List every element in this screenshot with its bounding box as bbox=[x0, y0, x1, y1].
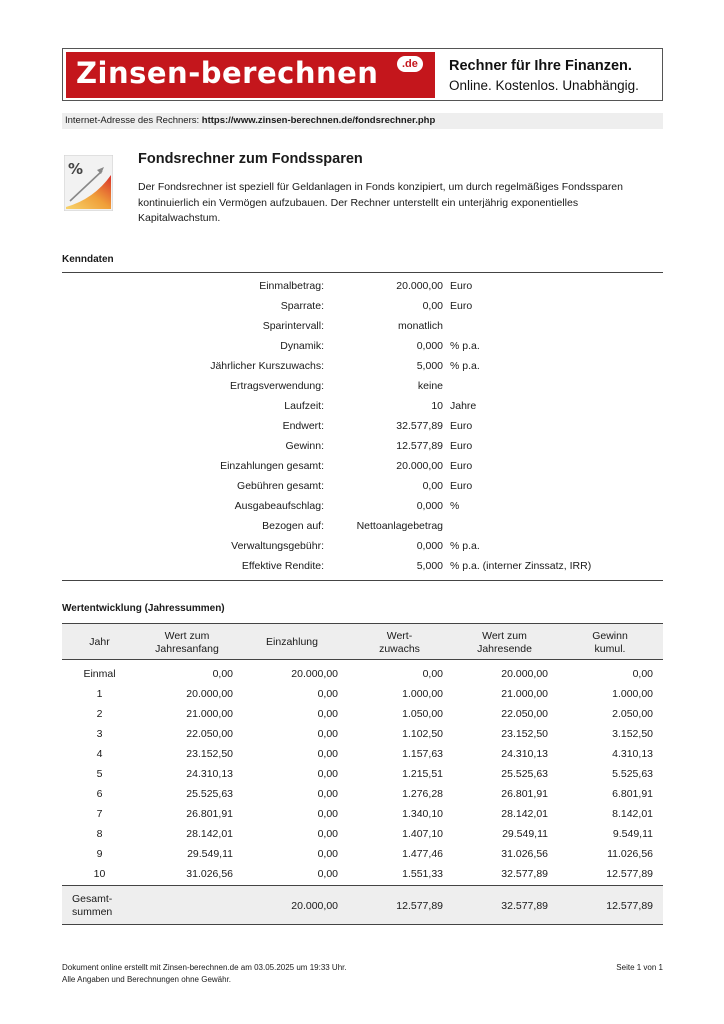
table-row bbox=[62, 744, 663, 764]
kenndaten-unit: % bbox=[450, 500, 460, 512]
column-header-line1: Einzahlung bbox=[266, 636, 318, 648]
table-cell: 20.000,00 bbox=[501, 668, 548, 680]
table-totals-row bbox=[62, 885, 663, 925]
column-header-line1: Wert zum bbox=[482, 629, 527, 642]
kenndaten-label: Sparintervall: bbox=[262, 320, 324, 332]
table-cell: 23.152,50 bbox=[501, 728, 548, 740]
table-cell: 1.050,00 bbox=[402, 708, 443, 720]
kenndaten-label: Endwert: bbox=[282, 420, 324, 432]
table-cell: 0,00 bbox=[317, 828, 338, 840]
table-cell: 24.310,13 bbox=[186, 768, 233, 780]
column-header-text bbox=[155, 630, 219, 656]
intro-description: Der Fondsrechner ist speziell für Geldanlagen in Fonds konzipiert, um durch regelmäßiges Fondssparen kontinuierlich ein Vermögen aufzubauen. Der Rechner unterstellt ein unterjährig exponentielles Kapitalwachstum. bbox=[138, 181, 623, 224]
table-cell: 0,00 bbox=[317, 768, 338, 780]
table-cell: 0,00 bbox=[317, 728, 338, 740]
table-cell: 9 bbox=[96, 848, 103, 860]
table-cell: 1.215,51 bbox=[402, 768, 443, 780]
totals-label-line1: Gesamt- bbox=[72, 893, 113, 905]
table-cell: 1.276,28 bbox=[402, 788, 443, 800]
kenndaten-value: 0,00 bbox=[422, 300, 443, 312]
kenndaten-unit: % p.a. bbox=[450, 340, 480, 352]
kenndaten-label: Sparrate: bbox=[280, 300, 324, 312]
kenndaten-list bbox=[62, 276, 663, 576]
table-cell: 2.050,00 bbox=[612, 708, 653, 720]
table-cell: 0,00 bbox=[317, 708, 338, 720]
footer-disclaimer: Alle Angaben und Berechnungen ohne Gewähr. bbox=[62, 975, 232, 984]
logo-tld-badge: .de bbox=[397, 56, 423, 72]
table-cell: 31.026,56 bbox=[501, 848, 548, 860]
kenndaten-unit: % p.a. bbox=[450, 360, 480, 372]
table-cell: 23.152,50 bbox=[186, 748, 233, 760]
page-footer bbox=[62, 962, 663, 986]
kenndaten-value: 0,00 bbox=[422, 480, 443, 492]
table-cell: 20.000,00 bbox=[186, 688, 233, 700]
kenndaten-value: 0,000 bbox=[416, 340, 443, 352]
table-cell: 25.525,63 bbox=[186, 788, 233, 800]
table-cell: 3.152,50 bbox=[612, 728, 653, 740]
table-cell: 26.801,91 bbox=[501, 788, 548, 800]
percent-growth-chart-icon bbox=[64, 155, 113, 211]
table-cell: 6 bbox=[96, 788, 103, 800]
kenndaten-label: Verwaltungsgebühr: bbox=[231, 540, 324, 552]
column-header-line2: zuwachs bbox=[379, 642, 420, 655]
table-cell: 1 bbox=[96, 688, 103, 700]
kenndaten-label: Bezogen auf: bbox=[262, 520, 324, 532]
url-label: Internet-Adresse des Rechners: bbox=[65, 115, 202, 126]
table-cell: 0,00 bbox=[422, 668, 443, 680]
tagline-primary: Rechner für Ihre Finanzen. bbox=[449, 58, 632, 74]
table-row bbox=[62, 704, 663, 724]
kenndaten-label: Einmalbetrag: bbox=[259, 280, 324, 292]
table-cell: 1.102,50 bbox=[402, 728, 443, 740]
logo-text: Zinsen-berechnen bbox=[76, 56, 379, 90]
kenndaten-label: Effektive Rendite: bbox=[241, 560, 324, 572]
table-cell: 25.525,63 bbox=[501, 768, 548, 780]
table-cell: 31.026,56 bbox=[186, 868, 233, 880]
table-row bbox=[62, 864, 663, 884]
table-row bbox=[62, 804, 663, 824]
kenndaten-value: Nettoanlagebetrag bbox=[356, 520, 443, 532]
table-cell: 32.577,89 bbox=[501, 868, 548, 880]
kenndaten-label: Gewinn: bbox=[285, 440, 324, 452]
table-cell: 4.310,13 bbox=[612, 748, 653, 760]
kenndaten-row bbox=[62, 276, 663, 296]
kenndaten-row bbox=[62, 296, 663, 316]
column-header-line2: Jahresende bbox=[477, 642, 532, 655]
kenndaten-unit: Euro bbox=[450, 460, 473, 472]
tagline-secondary: Online. Kostenlos. Unabhängig. bbox=[449, 78, 639, 93]
kenndaten-value: keine bbox=[417, 380, 443, 392]
kenndaten-value: 0,000 bbox=[416, 540, 443, 552]
kenndaten-row bbox=[62, 356, 663, 376]
table-row bbox=[62, 764, 663, 784]
kenndaten-label: Einzahlungen gesamt: bbox=[220, 460, 324, 472]
page-number: Seite 1 von 1 bbox=[616, 963, 663, 972]
column-header-text bbox=[379, 630, 420, 656]
table-cell: 0,00 bbox=[317, 868, 338, 880]
kenndaten-label: Ausgabeaufschlag: bbox=[234, 500, 324, 512]
kenndaten-row bbox=[62, 496, 663, 516]
table-row bbox=[62, 724, 663, 744]
totals-zuwachs: 12.577,89 bbox=[396, 900, 443, 912]
table-cell: 0,00 bbox=[632, 668, 653, 680]
table-cell: 22.050,00 bbox=[501, 708, 548, 720]
table-cell: 3 bbox=[96, 728, 103, 740]
table-cell: 12.577,89 bbox=[606, 868, 653, 880]
table-cell: 28.142,01 bbox=[501, 808, 548, 820]
kenndaten-row bbox=[62, 336, 663, 356]
table-cell: 1.551,33 bbox=[402, 868, 443, 880]
column-header bbox=[347, 624, 452, 661]
kenndaten-unit: Euro bbox=[450, 420, 473, 432]
table-cell: 22.050,00 bbox=[186, 728, 233, 740]
kenndaten-value: 20.000,00 bbox=[396, 460, 443, 472]
table-cell: 24.310,13 bbox=[501, 748, 548, 760]
table-cell: Einmal bbox=[83, 668, 116, 680]
table-cell: 10 bbox=[93, 868, 106, 880]
kenndaten-row bbox=[62, 476, 663, 496]
table-row bbox=[62, 824, 663, 844]
table-cell: 4 bbox=[96, 748, 103, 760]
kenndaten-unit: Euro bbox=[450, 300, 473, 312]
totals-label-line2: summen bbox=[72, 906, 113, 918]
table-cell: 1.000,00 bbox=[612, 688, 653, 700]
kenndaten-value: 5,000 bbox=[416, 560, 443, 572]
table-cell: 8.142,01 bbox=[612, 808, 653, 820]
kenndaten-unit: Euro bbox=[450, 280, 473, 292]
footer-created: Dokument online erstellt mit Zinsen-berechnen.de am 03.05.2025 um 19:33 Uhr. bbox=[62, 963, 347, 972]
section-title-wertentwicklung: Wertentwicklung (Jahressummen) bbox=[62, 603, 225, 614]
kenndaten-row bbox=[62, 556, 663, 576]
kenndaten-row bbox=[62, 536, 663, 556]
column-header bbox=[452, 624, 557, 661]
kenndaten-label: Jährlicher Kurszuwachs: bbox=[210, 360, 324, 372]
table-cell: 1.477,46 bbox=[402, 848, 443, 860]
divider bbox=[62, 580, 663, 581]
kenndaten-row bbox=[62, 516, 663, 536]
kenndaten-row bbox=[62, 436, 663, 456]
table-cell: 1.157,63 bbox=[402, 748, 443, 760]
column-header-line2: Jahresanfang bbox=[155, 642, 219, 655]
kenndaten-value: 10 bbox=[431, 400, 443, 412]
column-header-line1: Jahr bbox=[89, 636, 110, 648]
column-header bbox=[62, 624, 137, 661]
column-header bbox=[557, 624, 663, 661]
totals-endwert: 32.577,89 bbox=[501, 900, 548, 912]
table-cell: 0,00 bbox=[317, 788, 338, 800]
column-header-line2: kumul. bbox=[594, 642, 626, 655]
totals-gewinn: 12.577,89 bbox=[606, 900, 653, 912]
kenndaten-unit: % p.a. bbox=[450, 540, 480, 552]
table-body bbox=[62, 664, 663, 884]
table-cell: 1.407,10 bbox=[402, 828, 443, 840]
kenndaten-label: Ertragsverwendung: bbox=[230, 380, 324, 392]
kenndaten-value: monatlich bbox=[398, 320, 443, 332]
table-row bbox=[62, 664, 663, 684]
kenndaten-label: Laufzeit: bbox=[284, 400, 324, 412]
kenndaten-value: 5,000 bbox=[416, 360, 443, 372]
column-header bbox=[137, 624, 237, 661]
table-cell: 0,00 bbox=[317, 848, 338, 860]
kenndaten-row bbox=[62, 416, 663, 436]
table-cell: 5 bbox=[96, 768, 103, 780]
kenndaten-label: Gebühren gesamt: bbox=[237, 480, 324, 492]
kenndaten-row bbox=[62, 456, 663, 476]
table-cell: 1.000,00 bbox=[402, 688, 443, 700]
table-cell: 7 bbox=[96, 808, 103, 820]
table-row bbox=[62, 684, 663, 704]
calculator-url[interactable]: https://www.zinsen-berechnen.de/fondsrechner.php bbox=[201, 115, 436, 126]
table-cell: 8 bbox=[96, 828, 103, 840]
table-cell: 6.801,91 bbox=[612, 788, 653, 800]
kenndaten-value: 0,000 bbox=[416, 500, 443, 512]
kenndaten-value: 32.577,89 bbox=[396, 420, 443, 432]
kenndaten-unit: Euro bbox=[450, 440, 473, 452]
kenndaten-unit: Jahre bbox=[450, 400, 477, 412]
table-row bbox=[62, 844, 663, 864]
page-header bbox=[62, 48, 663, 101]
table-cell: 0,00 bbox=[212, 668, 233, 680]
table-cell: 1.340,10 bbox=[402, 808, 443, 820]
svg-text:%: % bbox=[68, 160, 84, 178]
table-cell: 0,00 bbox=[317, 688, 338, 700]
table-cell: 0,00 bbox=[317, 748, 338, 760]
kenndaten-row bbox=[62, 316, 663, 336]
table-cell: 29.549,11 bbox=[502, 828, 548, 840]
kenndaten-unit: Euro bbox=[450, 480, 473, 492]
kenndaten-label: Dynamik: bbox=[280, 340, 324, 352]
section-title-kenndaten: Kenndaten bbox=[62, 254, 114, 265]
table-cell: 0,00 bbox=[317, 808, 338, 820]
table-cell: 11.026,56 bbox=[607, 848, 653, 860]
column-header-text bbox=[89, 636, 109, 649]
table-cell: 5.525,63 bbox=[612, 768, 653, 780]
table-cell: 21.000,00 bbox=[501, 688, 548, 700]
table-cell: 29.549,11 bbox=[187, 848, 233, 860]
totals-einzahlung: 20.000,00 bbox=[291, 900, 338, 912]
table-cell: 28.142,01 bbox=[186, 828, 233, 840]
calculator-url-bar bbox=[62, 113, 663, 129]
site-logo bbox=[66, 52, 435, 98]
table-cell: 21.000,00 bbox=[186, 708, 233, 720]
column-header bbox=[237, 624, 347, 661]
column-header-line1: Wert- bbox=[386, 629, 413, 642]
totals-label bbox=[72, 893, 112, 919]
table-cell: 20.000,00 bbox=[291, 668, 338, 680]
table-cell: 9.549,11 bbox=[612, 828, 653, 840]
kenndaten-row bbox=[62, 396, 663, 416]
kenndaten-row bbox=[62, 376, 663, 396]
divider bbox=[62, 272, 663, 273]
column-header-text bbox=[266, 636, 318, 649]
column-header-text bbox=[592, 630, 628, 656]
page-title: Fondsrechner zum Fondssparen bbox=[138, 151, 363, 167]
table-cell: 2 bbox=[96, 708, 103, 720]
kenndaten-value: 20.000,00 bbox=[396, 280, 443, 292]
table-cell: 26.801,91 bbox=[186, 808, 233, 820]
kenndaten-value: 12.577,89 bbox=[396, 440, 443, 452]
table-header bbox=[62, 623, 663, 660]
column-header-text bbox=[477, 630, 532, 656]
column-header-line1: Wert zum bbox=[164, 629, 210, 642]
table-row bbox=[62, 784, 663, 804]
column-header-line1: Gewinn bbox=[592, 629, 628, 642]
kenndaten-unit: % p.a. (interner Zinssatz, IRR) bbox=[450, 560, 592, 572]
